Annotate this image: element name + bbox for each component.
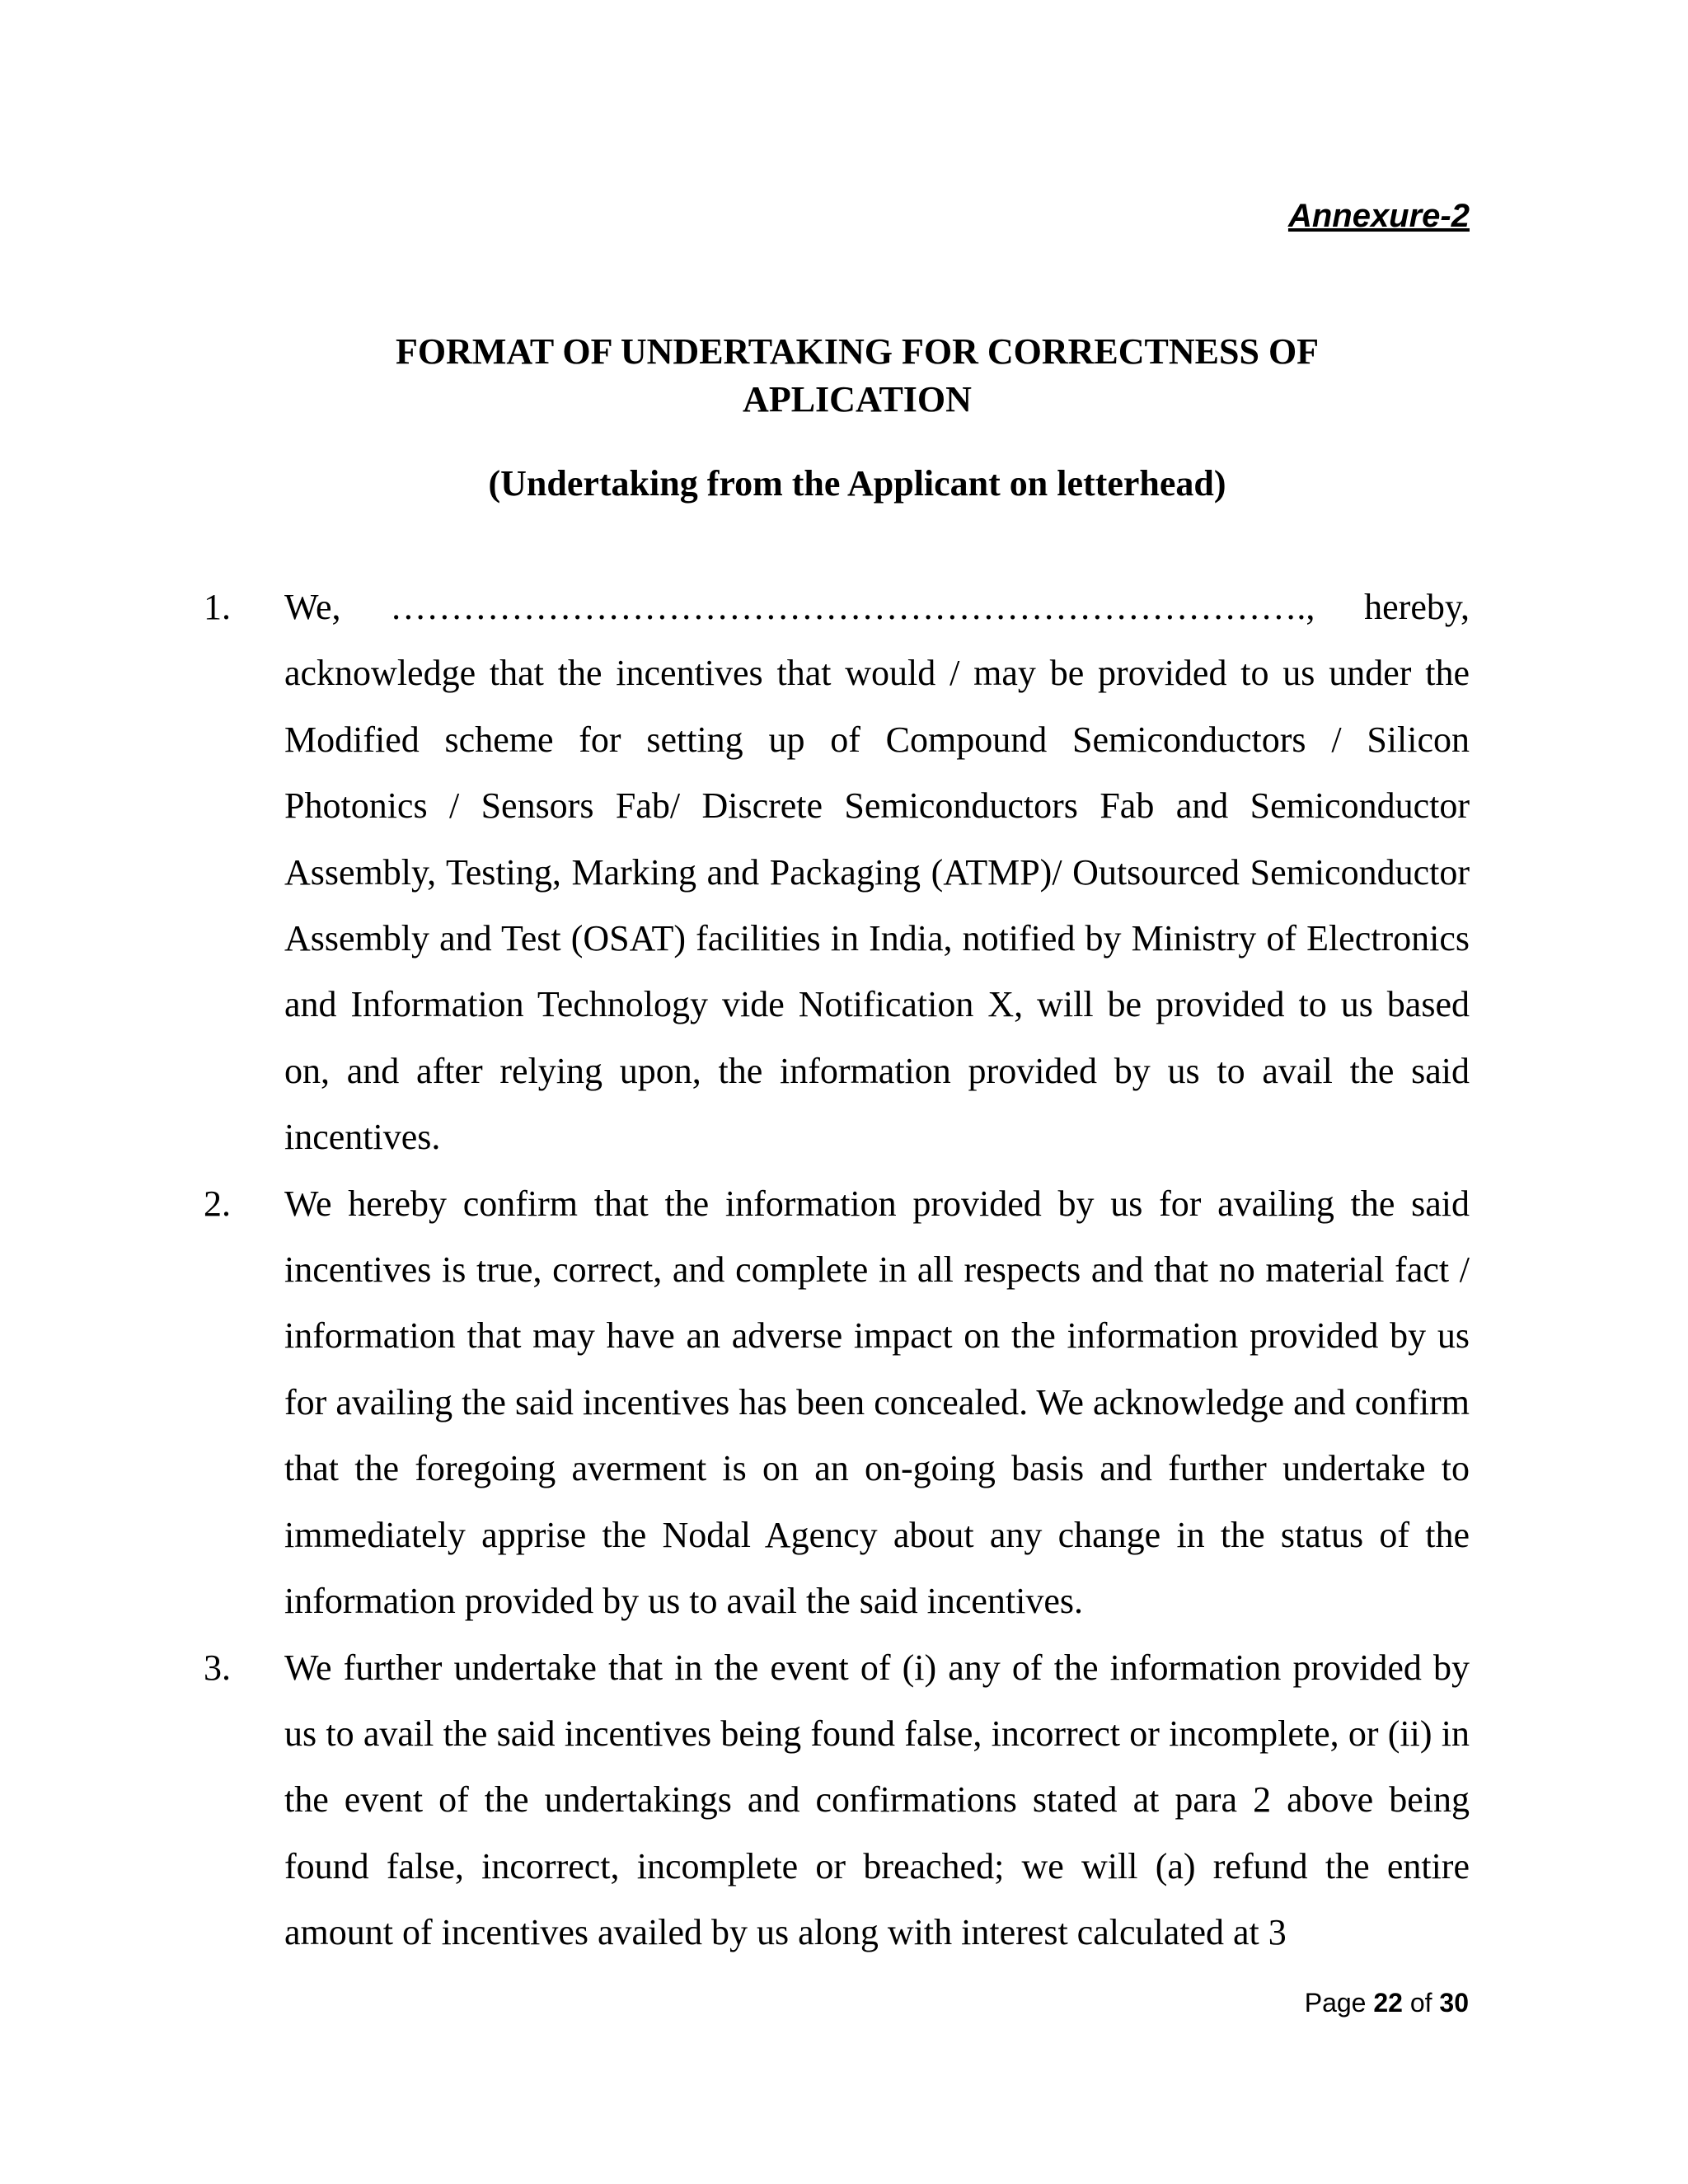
annexure-label: Annexure-2 [1287,198,1470,234]
page-number [1305,1986,1469,2019]
list-item [204,1635,1470,1966]
undertaking-list [204,574,1470,1966]
list-item-number: 3. [204,1647,231,1688]
title-line-1: FORMAT OF UNDERTAKING FOR CORRECTNESS OF [395,331,1320,372]
list-item-text: We, …………………………………………………………………., hereby, acknowledge that the incentives that would / may be provided to us under the Modified scheme for setting up of Compound Semiconductors / Silicon Photonics / Sensors Fab/ Discrete Semiconductors Fab and Semiconductor Assembly, Testing, Marking and Packaging (ATMP)/ Outsourced Semiconductor Assembly and Test (OSAT) facilities in India, notified by Ministry of Electronics and Information Technology vide Notification X, will be provided to us based on, and after relying upon, the information provided by us to avail the said incentives. [284,587,1470,1158]
list-item [204,1171,1470,1635]
list-item [204,574,1470,1171]
page-total: 30 [1439,1988,1469,2018]
page-label: Page [1304,1988,1367,2018]
list-item-number: 1. [204,587,231,627]
page-current: 22 [1373,1988,1403,2018]
page-of-label: of [1409,1988,1432,2018]
title-line-2: APLICATION [743,379,972,419]
list-item-text: We further undertake that in the event of (i) any of the information provided by us to avail the said incentives being found false, incorrect or incomplete, or (ii) in the event of the undertakings and confirmations stated at para 2 above being found false, incorrect, incomplete or breached; we will (a) refund the entire amount of incentives availed by us along with interest calculated at 3 [284,1647,1470,1953]
document-subtitle: (Undertaking from the Applicant on letterhead) [488,463,1226,504]
document-title [282,328,1432,424]
list-item-number: 2. [204,1183,231,1224]
list-item-text: We hereby confirm that the information provided by us for availing the said incentives is true, correct, and complete in all respects and that no material fact / information that may have an adverse impact on the information provided by us for availing the said incentives has been concealed. We acknowledge and confirm that the foregoing averment is on an on-going basis and further undertake to immediately apprise the Nodal Agency about any change in the status of the information provided by us to avail the said incentives. [284,1183,1470,1622]
